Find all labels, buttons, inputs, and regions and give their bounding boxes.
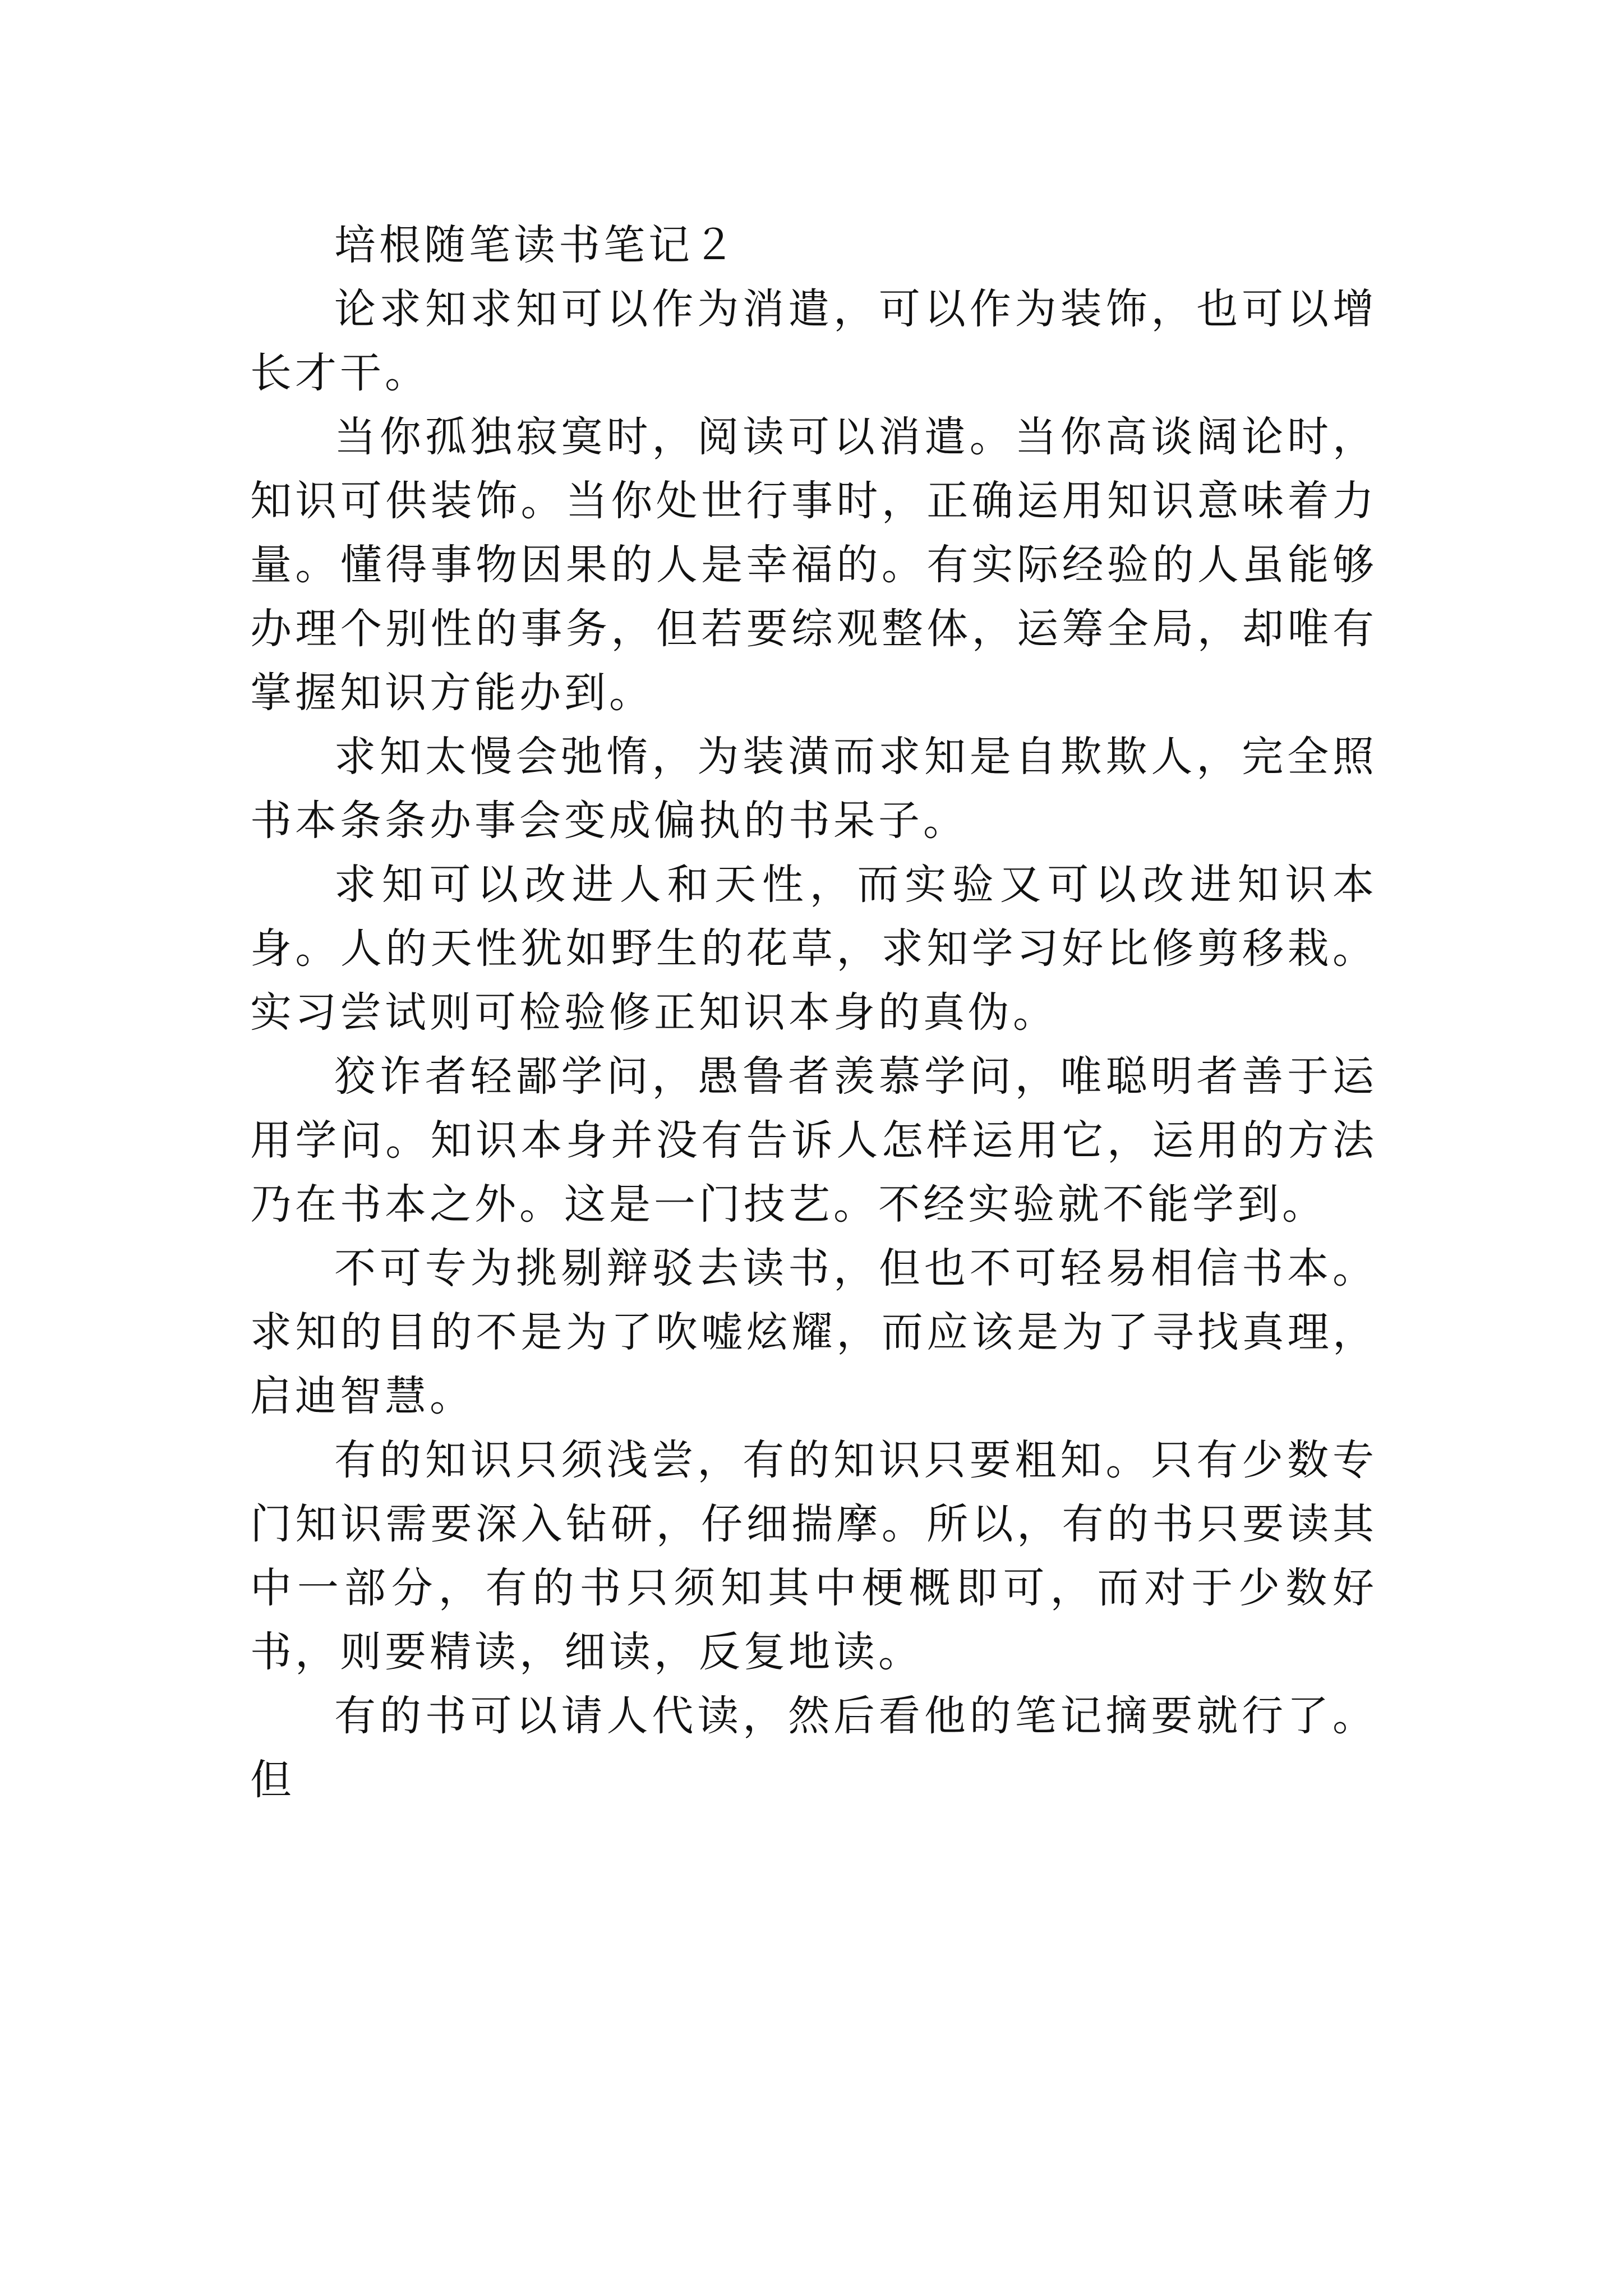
paragraph: 有的知识只须浅尝，有的知识只要粗知。只有少数专门知识需要深入钻研，仔细揣摩。所以，有的书只要读其中一部分，有的书只须知其中梗概即可，而对于少数好书，则要精读，细读，反复地读。 <box>250 1436 1377 1676</box>
document-body <box>250 213 1377 1812</box>
paragraph: 有的书可以请人代读，然后看他的笔记摘要就行了。但 <box>250 1692 1377 1804</box>
paragraph: 不可专为挑剔辩驳去读书，但也不可轻易相信书本。求知的目的不是为了吹嘘炫耀，而应该是为了寻找真理，启迪智慧。 <box>250 1244 1377 1420</box>
document-title: 培根随笔读书笔记２ <box>334 221 738 269</box>
paragraph: 当你孤独寂寞时，阅读可以消遣。当你高谈阔论时，知识可供装饰。当你处世行事时，正确运用知识意味着力量。懂得事物因果的人是幸福的。有实际经验的人虽能够办理个别性的事务，但若要综观整体，运筹全局，却唯有掌握知识方能办到。 <box>250 413 1377 717</box>
paragraph: 论求知求知可以作为消遣，可以作为装饰，也可以增长才干。 <box>250 285 1377 397</box>
paragraph: 求知太慢会弛惰，为装潢而求知是自欺欺人，完全照书本条条办事会变成偏执的书呆子。 <box>250 733 1377 845</box>
paragraph: 狡诈者轻鄙学问，愚鲁者羡慕学问，唯聪明者善于运用学问。知识本身并没有告诉人怎样运用它，运用的方法乃在书本之外。这是一门技艺。不经实验就不能学到。 <box>250 1052 1377 1228</box>
paragraph: 求知可以改进人和天性，而实验又可以改进知识本身。人的天性犹如野生的花草，求知学习好比修剪移栽。实习尝试则可检验修正知识本身的真伪。 <box>250 861 1377 1037</box>
